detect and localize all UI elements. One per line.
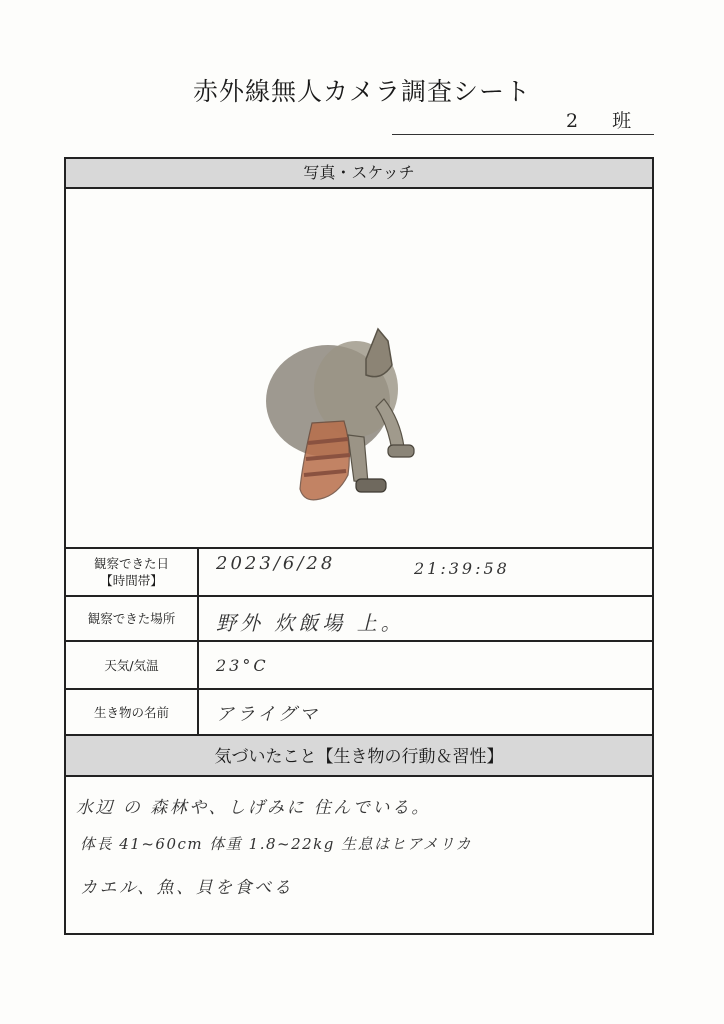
place-value: 野外 炊飯場 上。 (216, 611, 405, 635)
weather-label: 天気/気温 (66, 642, 199, 688)
name-label: 生き物の名前 (66, 690, 199, 734)
sheet-title: 赤外線無人カメラ調査シート (192, 77, 531, 106)
sketch-front-paw (388, 445, 414, 457)
name-value: アライグマ (216, 704, 321, 725)
date-label (66, 549, 199, 595)
weather-value: 23°C (216, 656, 269, 675)
sketch-head (366, 329, 392, 377)
weather-row (66, 640, 652, 688)
date-row (66, 547, 652, 595)
photo-sketch-area (66, 189, 652, 547)
time-value: 21:39:58 (414, 559, 510, 578)
place-label: 観察できた場所 (66, 597, 199, 640)
survey-sheet (64, 157, 654, 935)
photo-section-heading: 写真・スケッチ (66, 159, 652, 189)
sketch-hind-paw (356, 479, 386, 492)
sketch-hind-leg (348, 435, 368, 483)
group-number: 2 班 (566, 110, 646, 132)
date-label-line2: 【時間帯】 (100, 573, 163, 588)
note-line-3: カエル、魚、貝を食べる (80, 878, 294, 898)
notes-section-heading: 気づいたこと【生き物の行動＆習性】 (66, 734, 652, 777)
date-label-line1: 観察できた日 (93, 556, 169, 571)
place-row (66, 595, 652, 640)
group-underline (392, 134, 654, 135)
name-row (66, 688, 652, 734)
raccoon-sketch (66, 189, 652, 547)
note-line-1: 水辺 の 森林や、しげみに 住んでいる。 (76, 798, 431, 818)
note-line-2: 体長 41~60cm 体重 1.8~22kg 生息はヒアメリカ (80, 835, 473, 853)
date-value: 2023/6/28 (216, 553, 336, 574)
